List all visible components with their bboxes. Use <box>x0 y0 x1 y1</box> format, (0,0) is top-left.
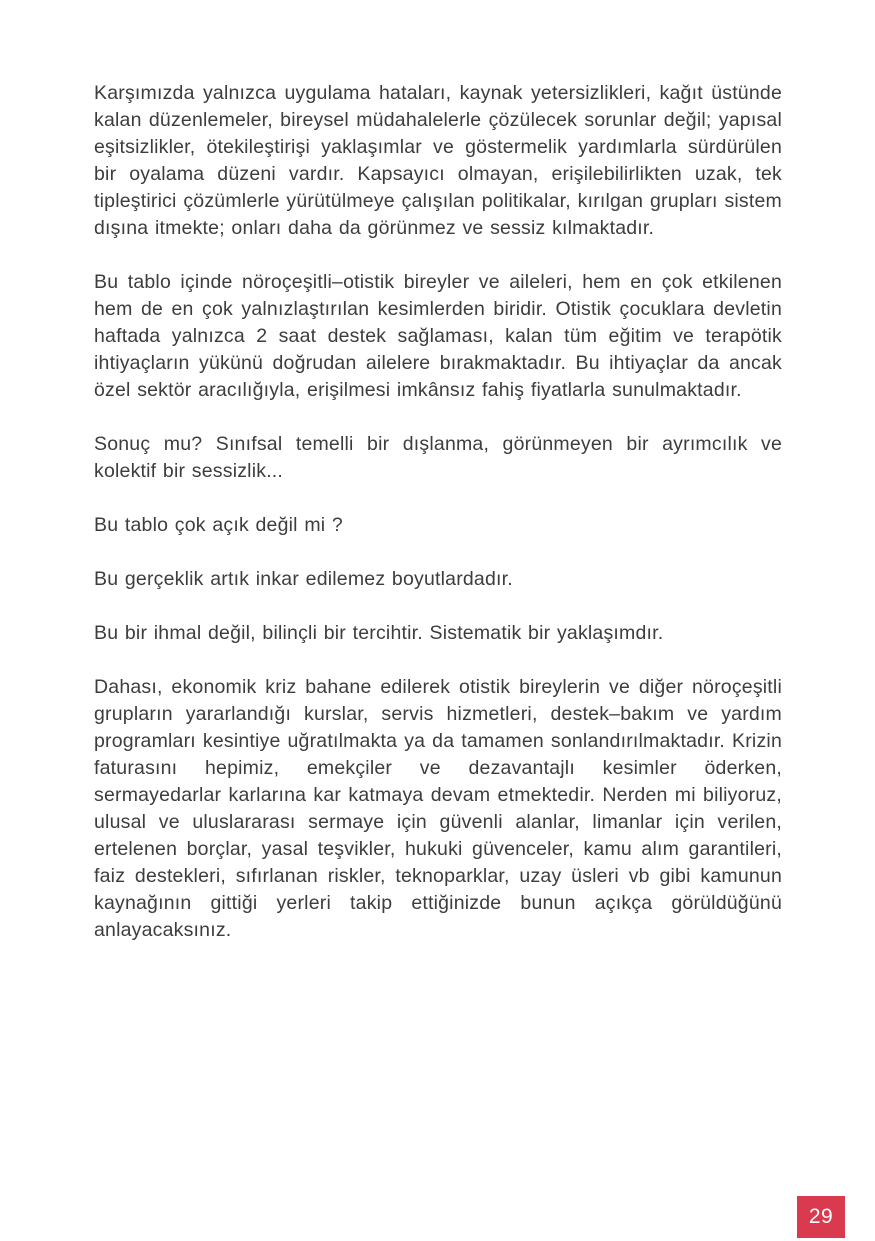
paragraph-1: Karşımızda yalnızca uygulama hataları, kaynak yetersizlikleri, kağıt üstünde kalan düzenlemeler, bireysel müdahalelerle çözülecek sorunlar değil; yapısal eşitsizlikler, ötekileştirişi yaklaşımlar ve göstermelik yardımlarla sürdürülen bir oyalama düzeni vardır. Kapsayıcı olmayan, erişilebilirlikten uzak, tek tipleştirici çözümlerle yürütülmeye çalışılan politikalar, kırılgan grupları sistem dışına itmekte; onları daha da görünmez ve sessiz kılmaktadır. <box>94 82 782 239</box>
paragraph-2: Bu tablo içinde nöroçeşitli–otistik bireyler ve aileleri, hem en çok etkilenen hem de en çok yalnızlaştırılan kesimlerden biridir. Otistik çocuklara devletin haftada yalnızca 2 saat destek sağlaması, kalan tüm eğitim ve terapötik ihtiyaçların yükünü doğrudan ailelere bırakmaktadır. Bu ihtiyaçlar da ancak özel sektör aracılığıyla, erişilmesi imkânsız fahiş fiyatlarla sunulmaktadır. <box>94 271 782 401</box>
text-block <box>94 80 782 971</box>
paragraph-7: Dahası, ekonomik kriz bahane edilerek otistik bireylerin ve diğer nöroçeşitli grupların yararlandığı kurslar, servis hizmetleri, destek–bakım ve yardım programları kesintiye uğratılmakta ya da tamamen sonlandırılmaktadır. Krizin faturasını hepimiz, emekçiler ve dezavantajlı kesimler öderken, sermayedarlar karlarına kar katmaya devam etmektedir. Nerden mi biliyoruz, ulusal ve uluslararası sermaye için güvenli alanlar, limanlar için verilen, ertelenen borçlar, yasal teşvikler, hukuki güvenceler, kamu alım garantileri, faiz destekleri, sıfırlanan riskler, teknoparklar, uzay üsleri vb gibi kamunun kaynağının gittiği yerleri takip ettiğinizde bunun açıkça görüldüğünü anlayacaksınız. <box>94 676 782 941</box>
paragraph-4: Bu tablo çok açık değil mi ? <box>94 514 343 536</box>
page-number-badge <box>797 1196 845 1238</box>
paragraph-6: Bu bir ihmal değil, bilinçli bir tercihtir. Sistematik bir yaklaşımdır. <box>94 622 664 644</box>
paragraph-3: Sonuç mu? Sınıfsal temelli bir dışlanma, görünmeyen bir ayrımcılık ve kolektif bir sessizlik... <box>94 433 782 482</box>
page-number: 29 <box>808 1205 834 1228</box>
paragraph-5: Bu gerçeklik artık inkar edilemez boyutlardadır. <box>94 568 513 590</box>
